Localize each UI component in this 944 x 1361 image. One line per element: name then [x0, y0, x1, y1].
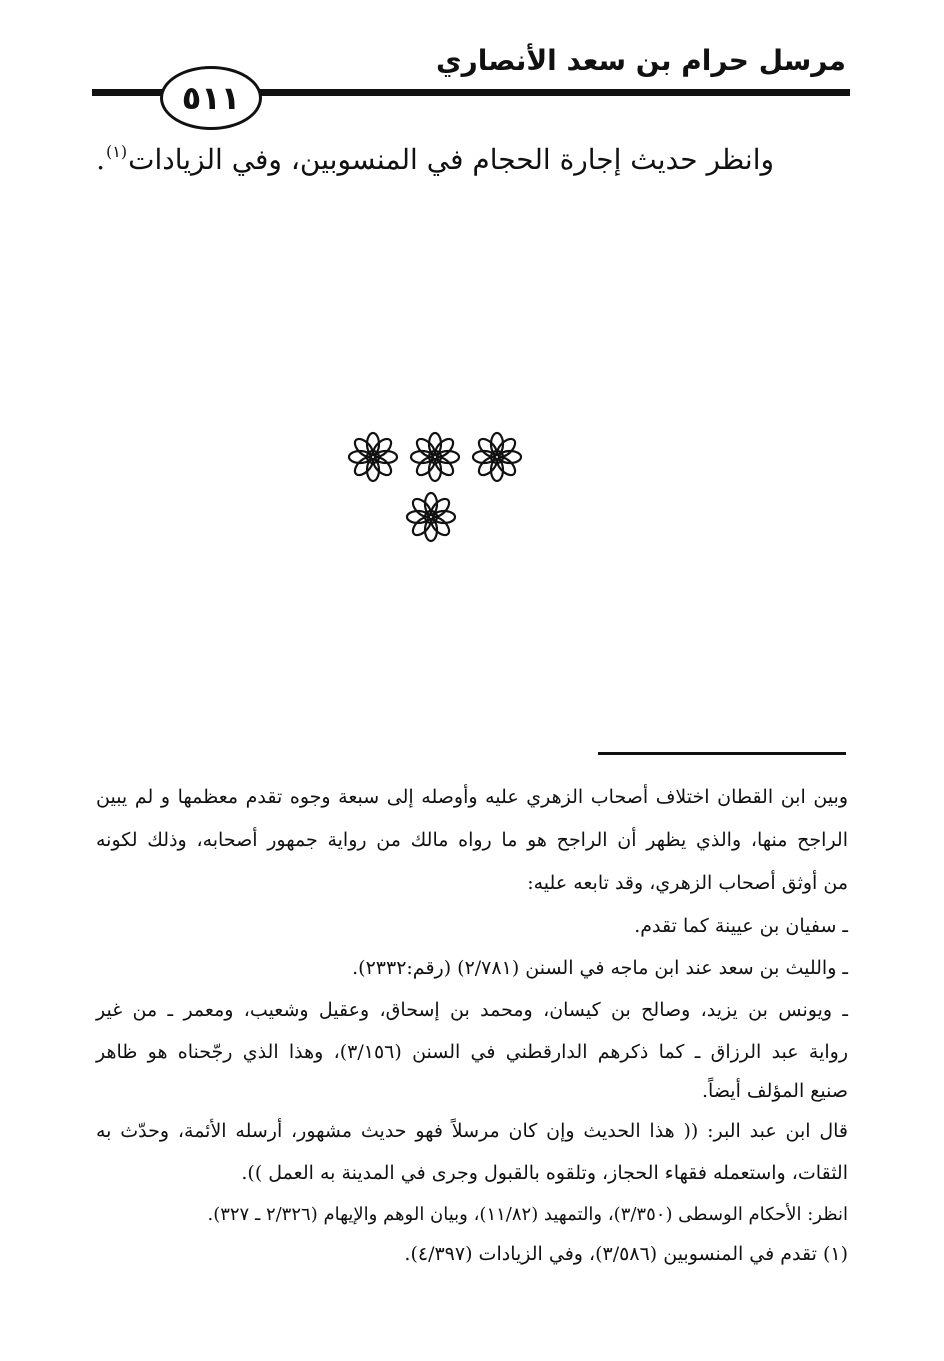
footnote-line-5: ـ والليث بن سعد عند ابن ماجه في السنن (٢/٧٨١) (رقم:٢٣٣٢). [352, 957, 848, 979]
footnote-line-6: ـ ويونس بن يزيد، وصالح بن كيسان، ومحمد بن إسحاق، وعقيل وشعيب، ومعمر ـ من غير [96, 999, 848, 1021]
footnote-line-2: الراجح منها، والذي يظهر أن الراجح هو ما رواه مالك من رواية جمهور أصحابه، وذلك لكونه [96, 829, 848, 851]
footnote-line-8: صنيع المؤلف أيضاً. [702, 1080, 848, 1102]
footnote-line-9: قال ابن عبد البر: (( هذا الحديث وإن كان مرسلاً فهو حديث مشهور، أرسله الأئمة، وحدّث به [96, 1120, 848, 1142]
body-text-end: . [96, 143, 106, 176]
footnote-line-10: الثقات، واستعمله فقهاء الحجاز، وتلقوه بالقبول وجرى في المدينة به العمل )). [241, 1162, 848, 1184]
footnote-line-12: (١) تقدم في المنسوبين (٣/٥٨٦)، وفي الزيادات (٤/٣٩٧). [404, 1243, 848, 1265]
ornament-row-bottom [404, 490, 458, 544]
footnote-separator [598, 752, 846, 755]
ornament-row-top [346, 430, 524, 484]
flower-ornament-icon [346, 430, 400, 484]
flower-ornament-icon [470, 430, 524, 484]
footnote-line-3: من أوثق أصحاب الزهري، وقد تابعه عليه: [527, 872, 848, 894]
flower-ornament-icon [408, 430, 462, 484]
body-text-line [96, 142, 774, 176]
page-number: ٥١١ [160, 66, 262, 130]
footnote-line-1: وبين ابن القطان اختلاف أصحاب الزهري عليه وأوصله إلى سبعة وجوه تقدم معظمها و لم يبين [96, 786, 848, 808]
footnote-line-11: انظر: الأحكام الوسطى (٣/٣٥٠)، والتمهيد (١١/٨٢)، وبيان الوهم والإيهام (٢/٣٢٦ ـ ٣٢٧). [207, 1204, 848, 1225]
footnote-line-4: ـ سفيان بن عيينة كما تقدم. [634, 915, 848, 937]
body-text: وانظر حديث إجارة الحجام في المنسوبين، وفي الزيادات [128, 143, 774, 176]
flower-ornament-icon [404, 490, 458, 544]
footnote-line-7: رواية عبد الرزاق ـ كما ذكرهم الدارقطني في السنن (٣/١٥٦)، وهذا الذي رجّحناه هو ظاهر [96, 1041, 848, 1063]
footnote-marker: (١) [106, 142, 128, 161]
running-header-title: مرسل حرام بن سعد الأنصاري [435, 44, 846, 77]
